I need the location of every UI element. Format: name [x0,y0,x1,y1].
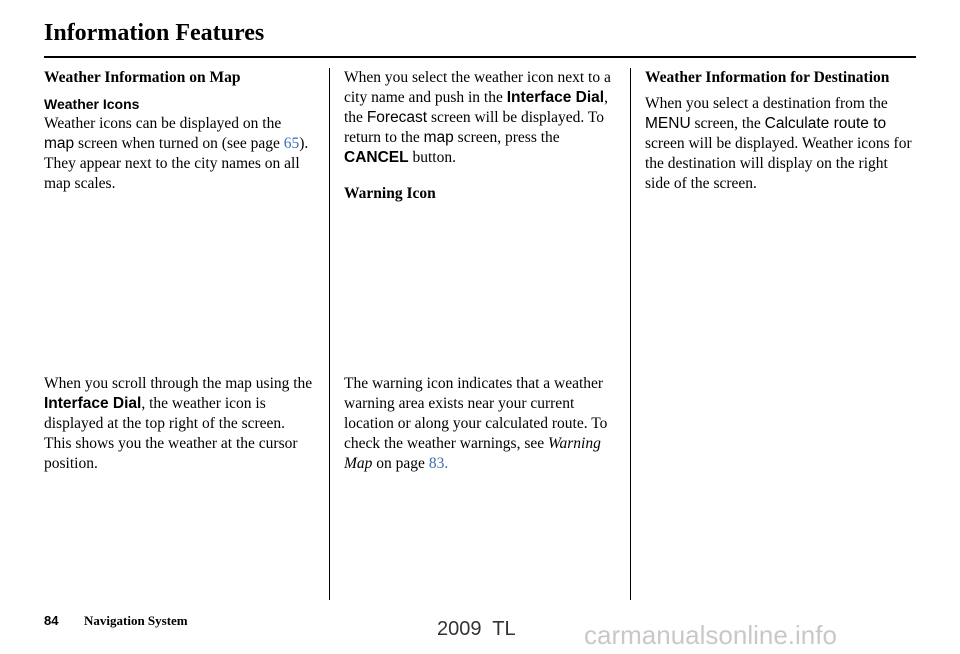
cancel-term: CANCEL [344,149,409,166]
map-term: map [44,135,75,152]
interface-dial-term: Interface Dial [506,89,605,106]
column-divider-2 [630,68,631,600]
page-link-65[interactable]: 65 [283,135,300,152]
paragraph-scroll-map: When you scroll through the map using the Interface Dial, the weather icon is displayed at the top right of the screen. This shows you the weather at the cursor position. [44,375,313,472]
column-2 [344,68,614,474]
footer-section: Navigation System [84,613,188,628]
menu-term: MENU [645,115,691,132]
map-term: map [423,129,454,146]
paragraph-warning-icon: The warning icon indicates that a weather warning area exists near your current location or along your calculated route. To check the weather warnings, see Warning Map on page 83. [344,375,608,472]
interface-dial-term: Interface Dial [44,395,142,412]
site-watermark: carmanualsonline.info [584,620,837,650]
paragraph-destination-weather: When you select a destination from the MENU screen, the Calculate route to screen will be displayed. Weather icons for the destination will display on the right side of the screen. [645,95,912,192]
forecast-term: Forecast [366,109,428,126]
column-3 [645,68,915,194]
page-title: Information Features [44,20,265,46]
model-label: 2009 TL [437,618,516,640]
warning-map-term: Warning Map [344,435,601,472]
calculate-route-term: Calculate route to [764,115,887,132]
column-divider-1 [329,68,330,600]
subheading-weather-icons: Weather Icons [44,96,140,112]
paragraph-weather-icons: Weather icons can be displayed on the map screen when turned on (see page 65). They appear next to the city names on all map scales. [44,115,309,192]
title-rule [44,56,916,58]
page-number: 84 [44,613,59,628]
page-link-83[interactable]: 83. [428,455,449,472]
section-heading-warning-icon: Warning Icon [344,185,436,202]
section-heading-weather-map: Weather Information on Map [44,69,241,86]
paragraph-select-weather-icon: When you select the weather icon next to a city name and push in the Interface Dial, the Forecast screen will be displayed. To return to the map screen, press the CANCEL button. [344,69,611,166]
section-heading-destination-weather: Weather Information for Destination [645,69,890,86]
column-1 [44,68,314,474]
